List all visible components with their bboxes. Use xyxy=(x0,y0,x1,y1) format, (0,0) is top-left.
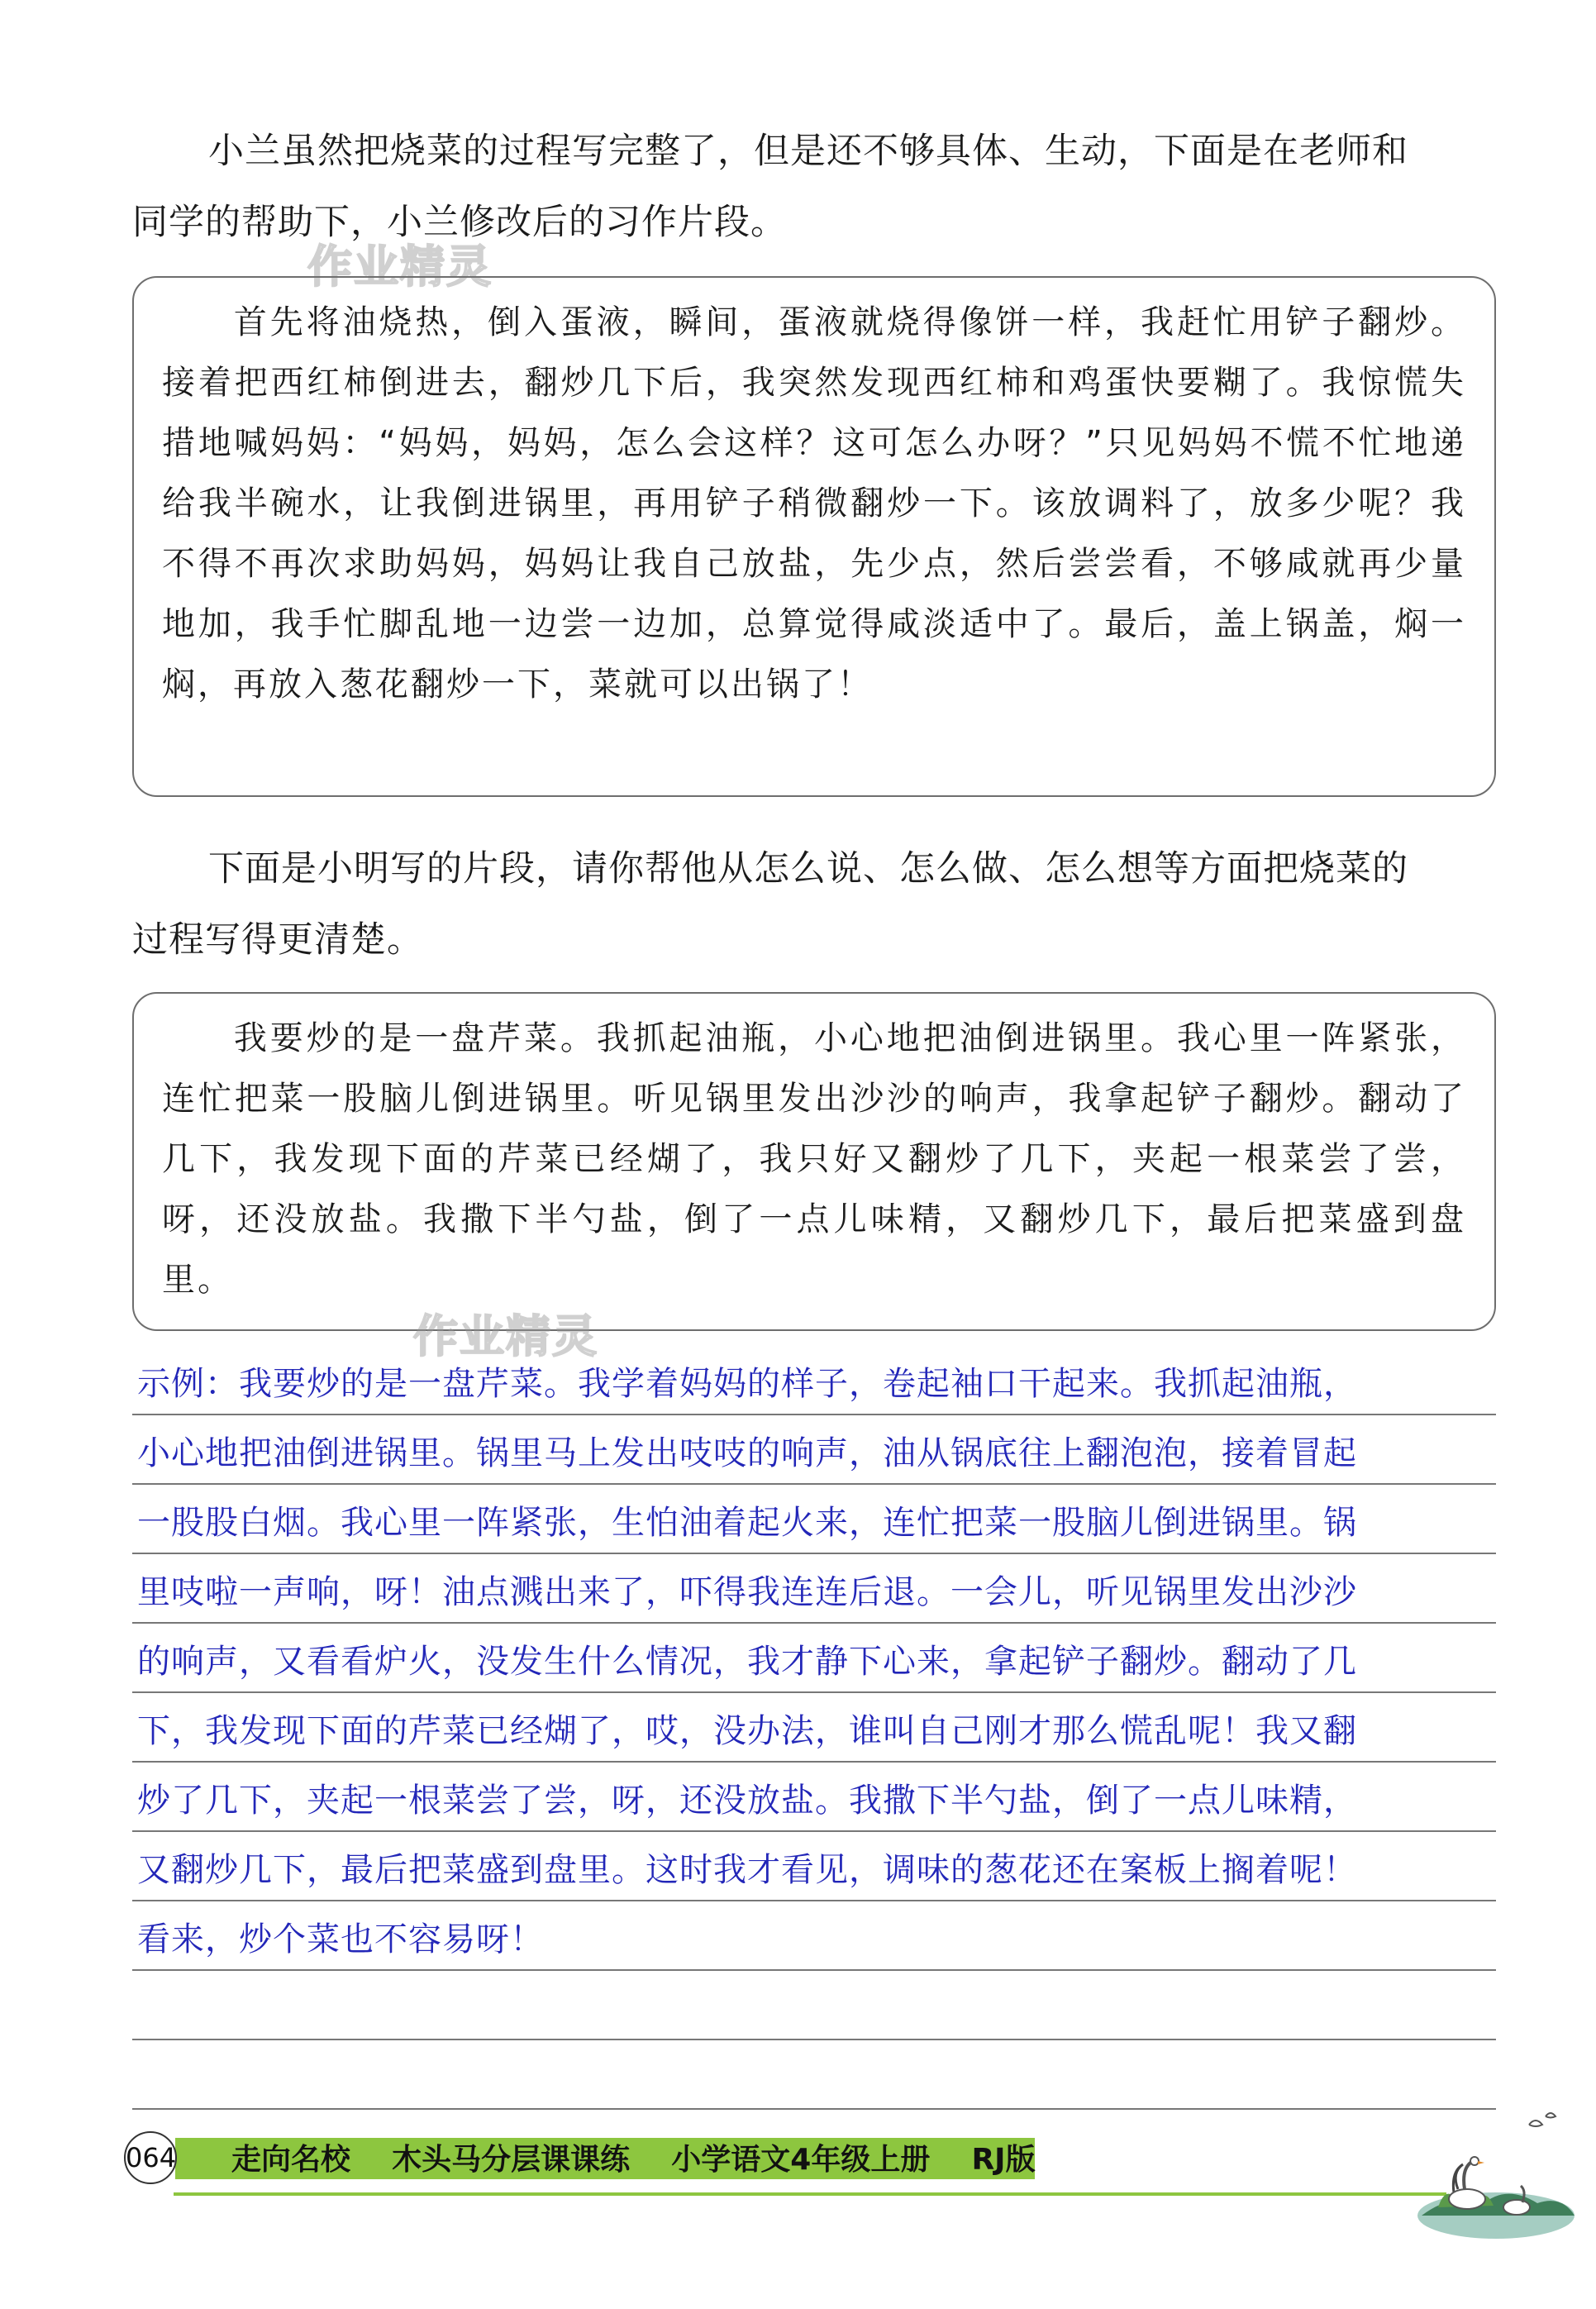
task-prompt xyxy=(132,833,1504,976)
xiaoming-excerpt-box xyxy=(132,992,1496,1331)
page-footer xyxy=(124,2131,1397,2197)
model-excerpt-box xyxy=(132,276,1496,797)
task-line-2: 过程写得更清楚。 xyxy=(132,919,423,961)
answer-line: 示例：我要炒的是一盘芹菜。我学着妈妈的样子，卷起袖口干起来。我抓起油瓶， xyxy=(132,1346,1496,1415)
answer-line xyxy=(132,2040,1496,2110)
swan-pond-illustration-icon xyxy=(1405,2092,1579,2257)
model-excerpt-text: 首先将油烧热，倒入蛋液，瞬间，蛋液就烧得像饼一样，我赶忙用铲子翻炒。接着把西红柿倒进去，翻炒几下后，我突然发现西红柿和鸡蛋快要糊了。我惊慌失措地喊妈妈：“妈妈，妈妈，怎么会这样？这可怎么办呀？”只见妈妈不慌不忙地递给我半碗水，让我倒进锅里，再用铲子稍微翻炒一下。该放调料了，放多少呢？我不得不再次求助妈妈，妈妈让我自己放盐，先少点，然后尝尝看，不够咸就再少量地加，我手忙脚乱地一边尝一边加，总算觉得咸淡适中了。最后，盖上锅盖，焖一焖，再放入葱花翻炒一下，菜就可以出锅了！ xyxy=(162,303,1466,704)
watermark: 作业精灵 xyxy=(307,241,493,293)
answer-line xyxy=(132,1971,1496,2040)
task-line-1: 下面是小明写的片段，请你帮他从怎么说、怎么做、怎么想等方面把烧菜的 xyxy=(208,848,1408,890)
watermark: 作业精灵 xyxy=(413,1310,598,1362)
footer-book-title: 走向名校 木头马分层课课练 小学语文4年级上册 RJ版 xyxy=(231,2143,1036,2177)
page-number: 064 xyxy=(124,2131,177,2184)
answer-line: 看来，炒个菜也不容易呀！ xyxy=(132,1901,1496,1971)
answer-area xyxy=(132,1346,1496,2110)
answer-line: 又翻炒几下，最后把菜盛到盘里。这时我才看见，调味的葱花还在案板上搁着呢！ xyxy=(132,1832,1496,1901)
answer-line: 下，我发现下面的芹菜已经煳了，哎，没办法，谁叫自己刚才那么慌乱呢！我又翻 xyxy=(132,1693,1496,1763)
answer-line: 一股股白烟。我心里一阵紧张，生怕油着起火来，连忙把菜一股脑儿倒进锅里。锅 xyxy=(132,1485,1496,1554)
intro-line-1: 小兰虽然把烧菜的过程写完整了，但是还不够具体、生动，下面是在老师和 xyxy=(208,131,1408,172)
answer-line: 炒了几下，夹起一根菜尝了尝，呀，还没放盐。我撒下半勺盐，倒了一点儿味精， xyxy=(132,1763,1496,1832)
xiaoming-excerpt-text: 我要炒的是一盘芹菜。我抓起油瓶，小心地把油倒进锅里。我心里一阵紧张，连忙把菜一股脑儿倒进锅里。听见锅里发出沙沙的响声，我拿起铲子翻炒。翻动了几下，我发现下面的芹菜已经煳了，我只好又翻炒了几下，夹起一根菜尝了尝，呀，还没放盐。我撒下半勺盐，倒了一点儿味精，又翻炒几下，最后把菜盛到盘里。 xyxy=(162,1019,1466,1299)
footer-rule xyxy=(174,2192,1446,2196)
answer-line: 里吱啦一声响，呀！油点溅出来了，吓得我连连后退。一会儿，听见锅里发出沙沙 xyxy=(132,1554,1496,1624)
answer-line: 小心地把油倒进锅里。锅里马上发出吱吱的响声，油从锅底往上翻泡泡，接着冒起 xyxy=(132,1415,1496,1485)
intro-line-2: 同学的帮助下，小兰修改后的习作片段。 xyxy=(132,202,787,243)
answer-line: 的响声，又看看炉火，没发生什么情况，我才静下心来，拿起铲子翻炒。翻动了几 xyxy=(132,1624,1496,1693)
